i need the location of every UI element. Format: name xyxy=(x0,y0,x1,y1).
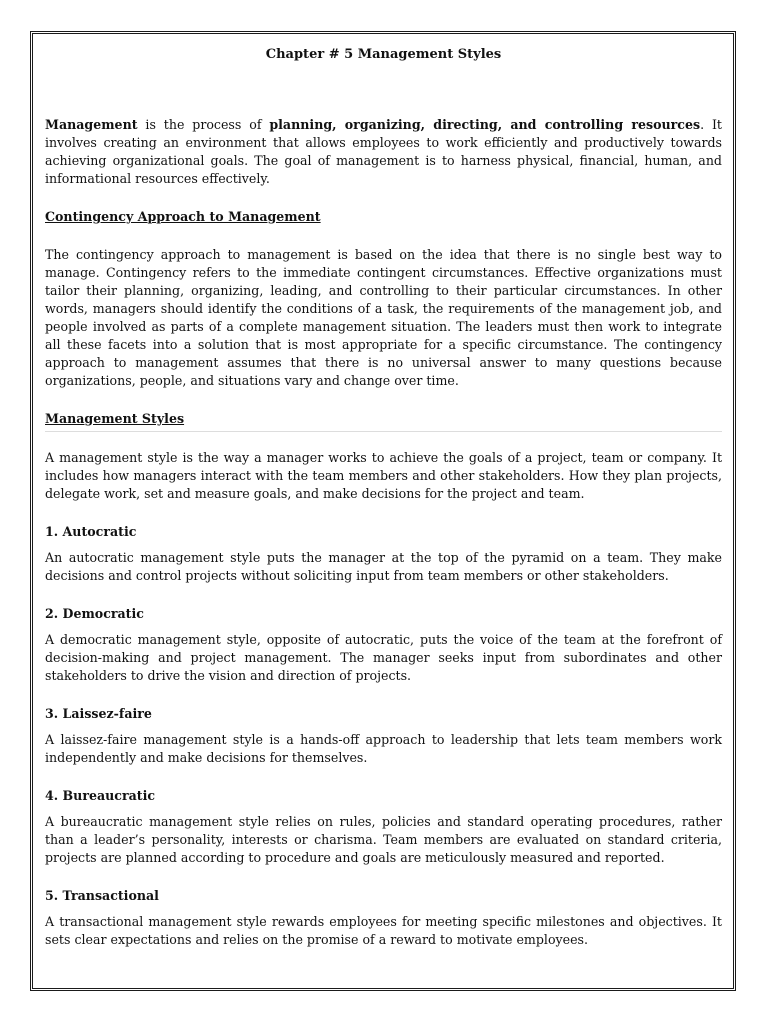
style-body-laissez-faire: A laissez-faire management style is a hands-off approach to leadership that lets team members work independently and make decisions for themselves. xyxy=(45,732,722,765)
style-body-autocratic: An autocratic management style puts the manager at the top of the pyramid on a team. They make decisions and control projects without soliciting input from team members or other stakeholders. xyxy=(45,550,722,583)
intro-text-2: . It involves creating an environment that allows employees to work efficiently and productively towards achieving organizational goals. The goal of management is to harness physical, financial, human, and informational resources effectively. xyxy=(45,117,722,186)
intro-bold-phrase: planning, organizing, directing, and controlling resources xyxy=(269,117,701,132)
style-body-democratic: A democratic management style, opposite of autocratic, puts the voice of the team at the forefront of decision-making and project management. The manager seeks input from subordinates and other stakeholders to drive the vision and direction of projects. xyxy=(45,632,722,683)
style-body-transactional: A transactional management style rewards employees for meeting specific milestones and objectives. It sets clear expectations and relies on the promise of a reward to motivate employees. xyxy=(45,914,722,947)
intro-term: Management xyxy=(45,117,138,132)
management-styles-heading: Management Styles xyxy=(45,411,185,426)
style-heading-transactional: 5. Transactional xyxy=(45,888,159,903)
style-heading-autocratic: 1. Autocratic xyxy=(45,524,137,539)
style-body-bureaucratic: A bureaucratic management style relies on rules, policies and standard operating procedures, rather than a leader’s personality, interests or charisma. Team members are evaluated on standard criteria, projects are planned according to procedure and goals are meticulously measured and reported. xyxy=(45,814,722,865)
contingency-paragraph: The contingency approach to management is based on the idea that there is no single best way to manage. Contingency refers to the immediate contingent circumstances. Effective organizations must tailor their planning, organizing, leading, and controlling to their particular circumstances. In other words, managers should identify the conditions of a task, the requirements of the management job, and people involved as parts of a complete management situation. The leaders must then work to integrate all these facets into a solution that is most appropriate for a specific circumstance. The contingency approach to management assumes that there is no universal answer to many questions because organizations, people, and situations vary and change over time. xyxy=(45,247,722,388)
document-title: Chapter # 5 Management Styles xyxy=(265,47,502,62)
intro-paragraph xyxy=(45,116,722,188)
intro-text-1: is the process of xyxy=(137,117,270,132)
document-content xyxy=(45,46,722,949)
management-styles-paragraph: A management style is the way a manager works to achieve the goals of a project, team or company. It includes how managers interact with the team members and other stakeholders. How they plan projects, delegate work, set and measure goals, and make decisions for the project and team. xyxy=(45,450,722,501)
style-heading-laissez-faire: 3. Laissez-faire xyxy=(45,706,152,721)
contingency-heading: Contingency Approach to Management xyxy=(45,209,321,224)
style-heading-bureaucratic: 4. Bureaucratic xyxy=(45,788,156,803)
style-heading-democratic: 2. Democratic xyxy=(45,606,144,621)
